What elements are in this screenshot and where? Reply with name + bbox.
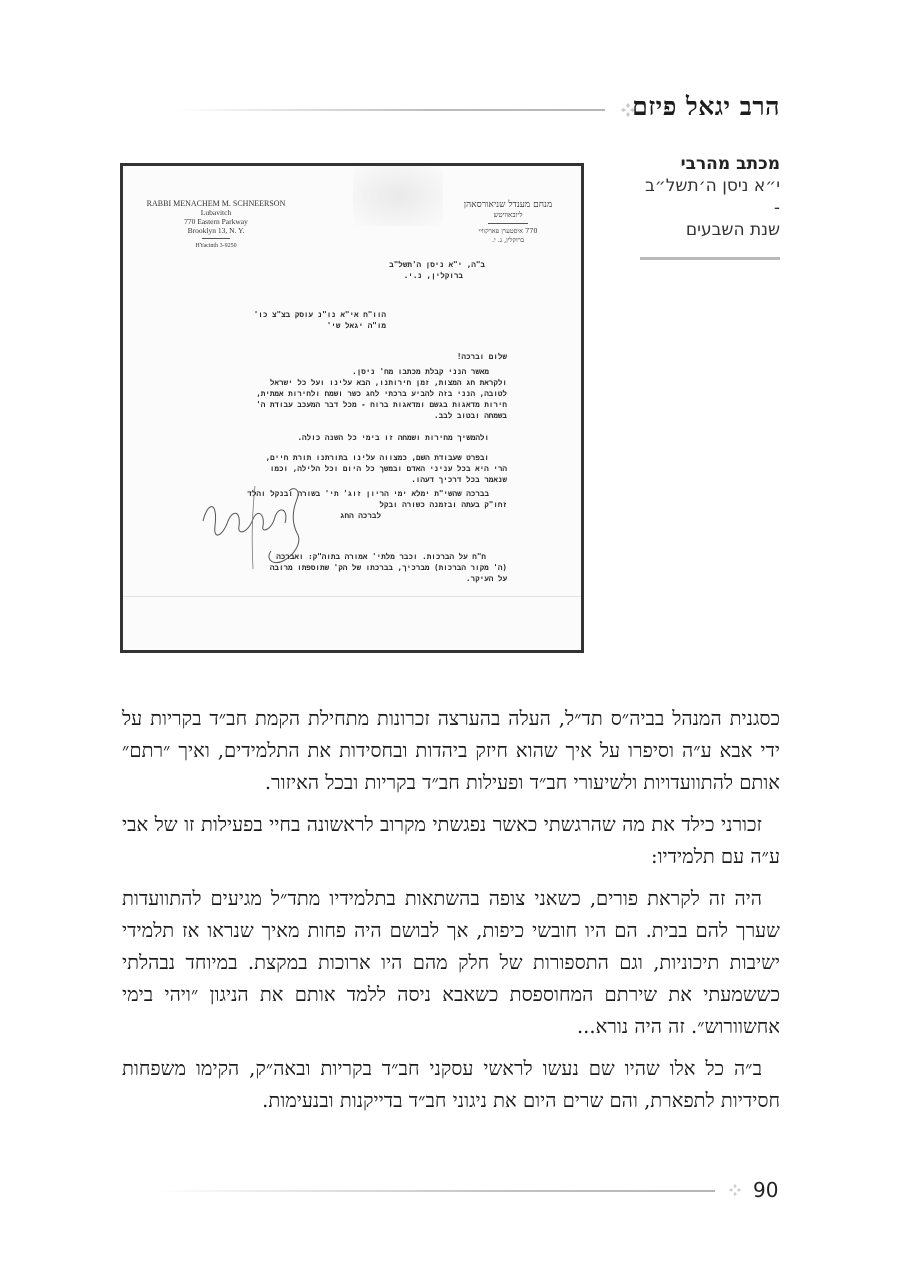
running-header [110,88,780,128]
letter-line: שנאמר בכל דרכיך דעהו. [411,475,507,484]
header-rule [175,109,605,111]
letter-line: לברכה החג [339,511,381,520]
running-title: הרב יגאל פיזם [632,92,780,121]
letter-line: ובפרט שעבודת השם, כמצווה עלינו בתורתנו תורת חיים, [265,453,489,462]
letterhead-he-name: מנחם מענדל שניאורסאהן [463,200,553,210]
paper-fold [123,596,581,597]
letterhead-phone: HYacinth 3-9250 [195,243,237,249]
four-diamond-ornament-icon [728,1183,742,1197]
letterhead-en-line: Lubavitch [200,208,232,217]
letterhead-he-addr: ברוקלין, נ. י. [491,236,525,244]
letter-line: מאשר הנני קבלת מכתבו מח' ניסן. [352,367,489,376]
paragraph: זכורני כילד את מה שהרגשתי כאשר נפגשתי מקרוב לראשונה בחיי בפעילות זו של אבי ע״ה עם תלמידיו: [122,813,780,868]
paper-smudge [353,166,443,226]
letterhead-hebrew [453,200,563,245]
caption-rule [640,257,780,260]
letter-line: ולקראת חג המצות, זמן חירותנו, הבא עלינו ועל כל ישראל [269,378,507,387]
letter-line: זחו"ק בעתה ובזמנה כשורה ובקל [379,500,507,509]
letter-image [120,163,584,653]
caption-date: י״א ניסן ה׳תשל״ב - [644,176,780,218]
letter-addressee-name: מו"ה יגאל שי' [326,321,386,330]
letterhead-rule [488,223,528,224]
caption-year: שנת השבעים [685,220,780,240]
letter-postscript: על העיקר. [465,574,507,583]
letter-place: ברוקלין, נ.י. [403,271,463,280]
letterhead-he-line: ליובאוויטש [493,211,523,219]
letter-line: בברכה שהשי"ת ימלא ימי הריון זוג' תי' בשורה ובנקל והלד [247,489,489,498]
footer-rule [155,1190,715,1192]
letter-postscript: ח"ח על הברכות. וכבר מלתי' אמורה בתוה"ק: ואברכה [276,552,486,561]
letter-postscript: (ה' מקור הברכות) מברכיך, בברכתו של הק' שתוספתו מרובה [269,563,507,572]
caption-title: מכתב מהרבי [680,154,780,174]
letter-greeting: שלום וברכה! [456,352,507,361]
letter-date: ב"ה, י"א ניסן ה'תשל"ב [389,260,485,269]
page-footer [150,1178,780,1204]
paragraph: היה זה לקראת פורים, כשאני צופה בהשתאות בתלמידיו מתד״ל מגיעים להתוועדות שערך להם בבית. הם היו חובשי כיפות, אך לבושם היה פחות מאיך שנראו אז תלמידי ישיבות תיכוניות, וגם התספורות של חלק מהם היו ארוכות במקצת. במיוחד נבהלתי כששמעתי את שירתם המחוספסת כשאבא ניסה ללמד אותם את הניגון ״ויהי בימי אחשוורוש״. זה היה נורא... [122,887,780,1038]
letterhead-rule [202,238,230,239]
letterhead-en-name: RABBI MENACHEM M. SCHNEERSON [146,199,286,208]
body-text [122,703,780,1127]
paragraph: כסגנית המנהל בביה״ס תד״ל, העלה בהערצה זכרונות מתחילת הקמת חב״ד בקריות על ידי אבא ע״ה וסיפרו על איך שהוא חיזק ביהדות ובחסידות את התלמידים, ואיך ״רתם״ אותם להתוועדויות ולשיעורי חב״ד ופעילות חב״ד בקריות ובכל האיזור. [122,707,780,794]
letter-line: הרי היא בכל עניני האדם ובמשך כל היום וכל הלילה, וכמו [269,464,507,473]
letterhead-english [141,199,291,251]
letter-line: ולהמשיך מחירות ושמחה זו בימי כל השנה כולה. [297,433,489,442]
letter-line: בשמחה ובטוב לבב. [434,411,507,420]
paragraph: ב״ה כל אלו שהיו שם נעשו לראשי עסקני חב״ד בקריות ובאה״ק, הקימו משפחות חסידיות לתפארת, והם שרים היום את ניגוני חב״ד בדייקנות ובנעימות. [122,1057,780,1112]
letterhead-he-addr: 770 איסטערן פארקוויי [478,227,538,235]
letter-addressee: הוו"ח אי"א נו"נ עוסק בצ"צ כו' [253,310,386,319]
page-number: 90 [753,1178,779,1202]
letterhead-en-line: 770 Eastern Parkway [184,217,248,226]
letter-line: חירות מדאגות בגשם ומדאגות ברוח - מכל דבר המעכב עבודת ה' [256,400,507,409]
letter-line: לטובה, הנני בזה להביע ברכתי לחג כשר ושמח ולחירות אמתית, [256,389,507,398]
letterhead-en-line: Brooklyn 13, N. Y. [187,226,245,235]
image-caption [640,153,780,260]
